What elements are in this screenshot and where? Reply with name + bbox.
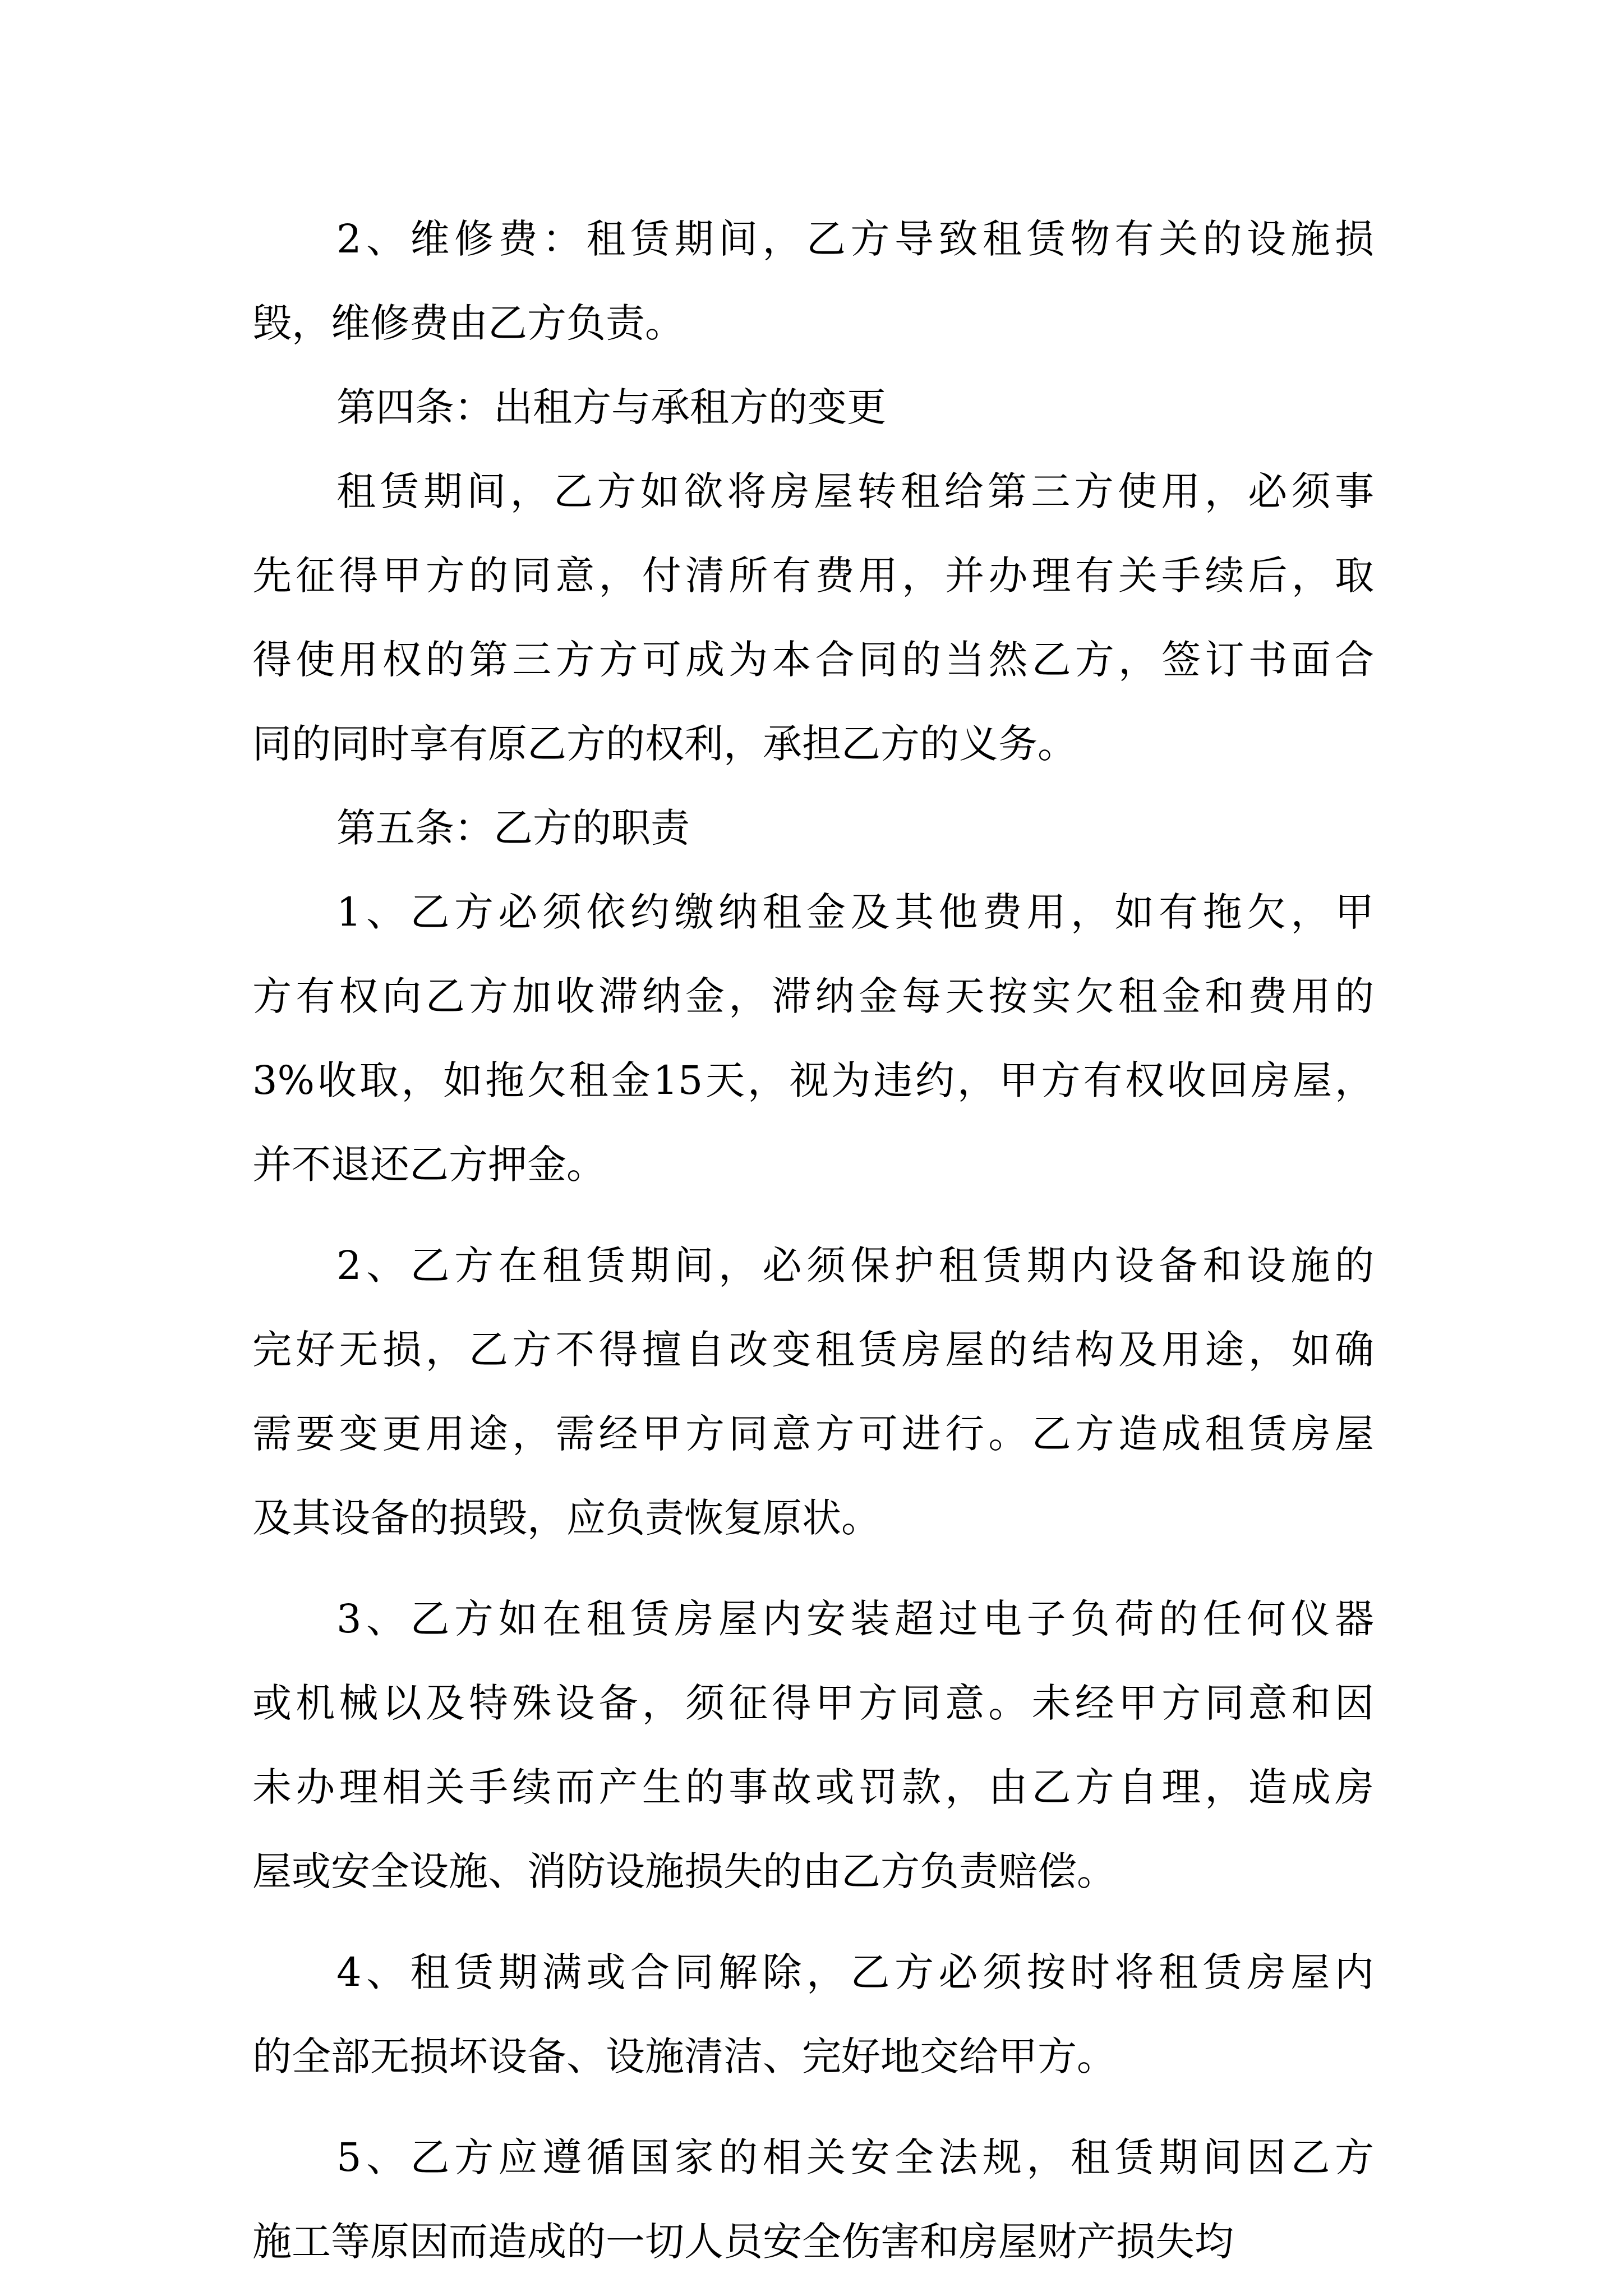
document-body xyxy=(252,208,1374,2265)
text-line: 完好无损，乙方不得擅自改变租赁房屋的结构及用途，如确 xyxy=(252,1327,1374,1373)
text-line: 并不退还乙方押金。 xyxy=(252,1142,606,1188)
text-line: 3%收取，如拖欠租金15天，视为违约，甲方有权收回房屋， xyxy=(252,1057,1374,1103)
text-line: 3、乙方如在租赁房屋内安装超过电子负荷的任何仪器 xyxy=(336,1596,1374,1642)
text-line: 方有权向乙方加收滞纳金，滞纳金每天按实欠租金和费用的 xyxy=(252,973,1374,1019)
text-line: 4、租赁期满或合同解除，乙方必须按时将租赁房屋内 xyxy=(336,1949,1374,1995)
text-line: 得使用权的第三方方可成为本合同的当然乙方，签订书面合 xyxy=(252,637,1374,683)
text-line: 2、维修费：租赁期间，乙方导致租赁物有关的设施损 xyxy=(336,216,1374,262)
text-line: 先征得甲方的同意，付清所有费用，并办理有关手续后，取 xyxy=(252,553,1374,599)
text-line: 的全部无损坏设备、设施清洁、完好地交给甲方。 xyxy=(252,2033,1116,2079)
text-line: 屋或安全设施、消防设施损失的由乙方负责赔偿。 xyxy=(252,1848,1116,1894)
text-line: 未办理相关手续而产生的事故或罚款，由乙方自理，造成房 xyxy=(252,1764,1374,1810)
text-line: 第四条：出租方与承租方的变更 xyxy=(336,384,886,430)
text-line: 同的同时享有原乙方的权利，承担乙方的义务。 xyxy=(252,721,1077,767)
text-line: 需要变更用途，需经甲方同意方可进行。乙方造成租赁房屋 xyxy=(252,1411,1374,1457)
text-line: 5、乙方应遵循国家的相关安全法规，租赁期间因乙方 xyxy=(336,2134,1374,2180)
text-line: 2、乙方在租赁期间，必须保护租赁期内设备和设施的 xyxy=(336,1243,1374,1289)
text-line: 第五条：乙方的职责 xyxy=(336,805,690,851)
text-line: 或机械以及特殊设备，须征得甲方同意。未经甲方同意和因 xyxy=(252,1680,1374,1726)
text-line: 租赁期间，乙方如欲将房屋转租给第三方使用，必须事 xyxy=(336,468,1374,514)
text-line: 施工等原因而造成的一切人员安全伤害和房屋财产损失均 xyxy=(252,2219,1234,2265)
text-line: 1、乙方必须依约缴纳租金及其他费用，如有拖欠，甲 xyxy=(336,889,1374,935)
text-line: 毁，维修费由乙方负责。 xyxy=(252,300,684,346)
text-line: 及其设备的损毁，应负责恢复原状。 xyxy=(252,1495,880,1541)
